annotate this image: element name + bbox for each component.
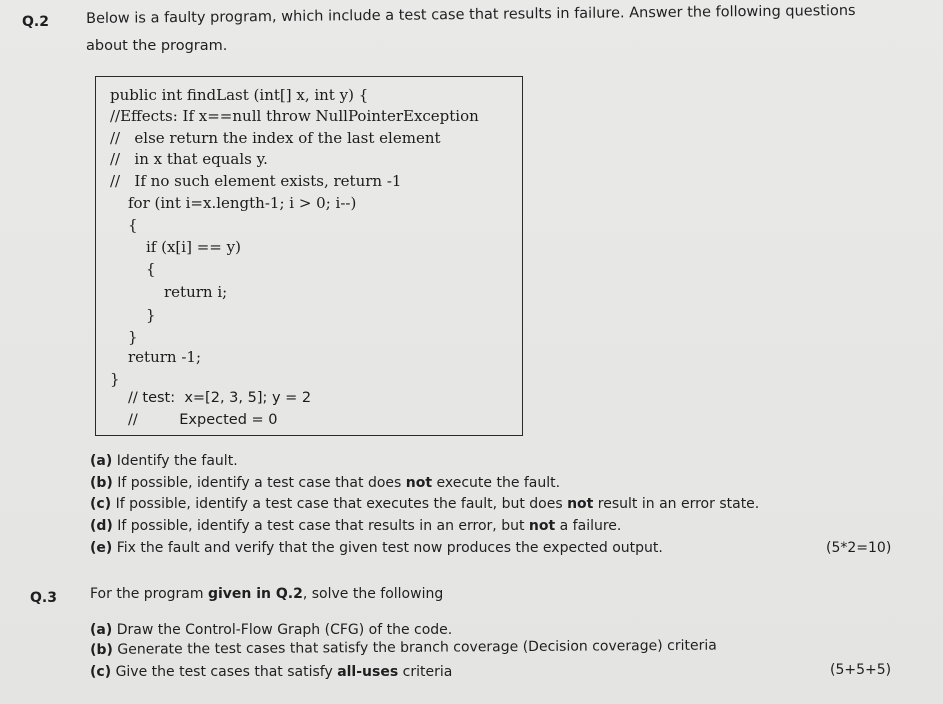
- q2-item-c: (c) If possible, identify a test case that executes the fault, but does not result in an error state.: [90, 496, 760, 512]
- code-line: return i;: [164, 283, 228, 301]
- q2-intro-line1: Below is a faulty program, which include a test case that results in failure. Answer the following questions: [86, 2, 856, 27]
- q2-marks: (5*2=10): [826, 540, 892, 556]
- code-line: }: [146, 306, 156, 324]
- code-line: {: [146, 260, 156, 278]
- code-line: // Expected = 0: [128, 412, 278, 428]
- q3-marks: (5+5+5): [830, 662, 892, 678]
- q2-intro-line2: about the program.: [86, 38, 228, 54]
- q3-item-c: (c) Give the test cases that satisfy all-uses criteria: [90, 664, 453, 680]
- q3-item-b: (b) Generate the test cases that satisfy the branch coverage (Decision coverage) criteria: [90, 637, 717, 658]
- code-line: public int findLast (int[] x, int y) {: [110, 86, 369, 104]
- code-line: if (x[i] == y): [146, 238, 241, 256]
- q3-item-a: (a) Draw the Control-Flow Graph (CFG) of the code.: [90, 622, 453, 638]
- code-line: }: [128, 328, 138, 346]
- code-line: //Effects: If x==null throw NullPointerException: [110, 107, 479, 125]
- q2-item-d: (d) If possible, identify a test case that results in an error, but not a failure.: [90, 518, 622, 534]
- code-line: // else return the index of the last element: [110, 129, 441, 147]
- q3-intro: For the program given in Q.2, solve the following: [90, 586, 444, 602]
- q2-item-a: (a) Identify the fault.: [90, 453, 238, 469]
- q2-number: Q.2: [22, 14, 49, 30]
- code-line: }: [110, 370, 120, 388]
- code-line: // If no such element exists, return -1: [110, 172, 402, 190]
- q2-item-b: (b) If possible, identify a test case that does not execute the fault.: [90, 475, 561, 491]
- code-line: // test: x=[2, 3, 5]; y = 2: [128, 390, 312, 406]
- q2-item-e: (e) Fix the fault and verify that the given test now produces the expected output.: [90, 540, 663, 556]
- code-line: // in x that equals y.: [110, 150, 268, 168]
- code-line: return -1;: [128, 348, 202, 366]
- code-line: {: [128, 216, 138, 234]
- code-line: for (int i=x.length-1; i > 0; i--): [128, 194, 357, 212]
- q3-number: Q.3: [30, 590, 57, 606]
